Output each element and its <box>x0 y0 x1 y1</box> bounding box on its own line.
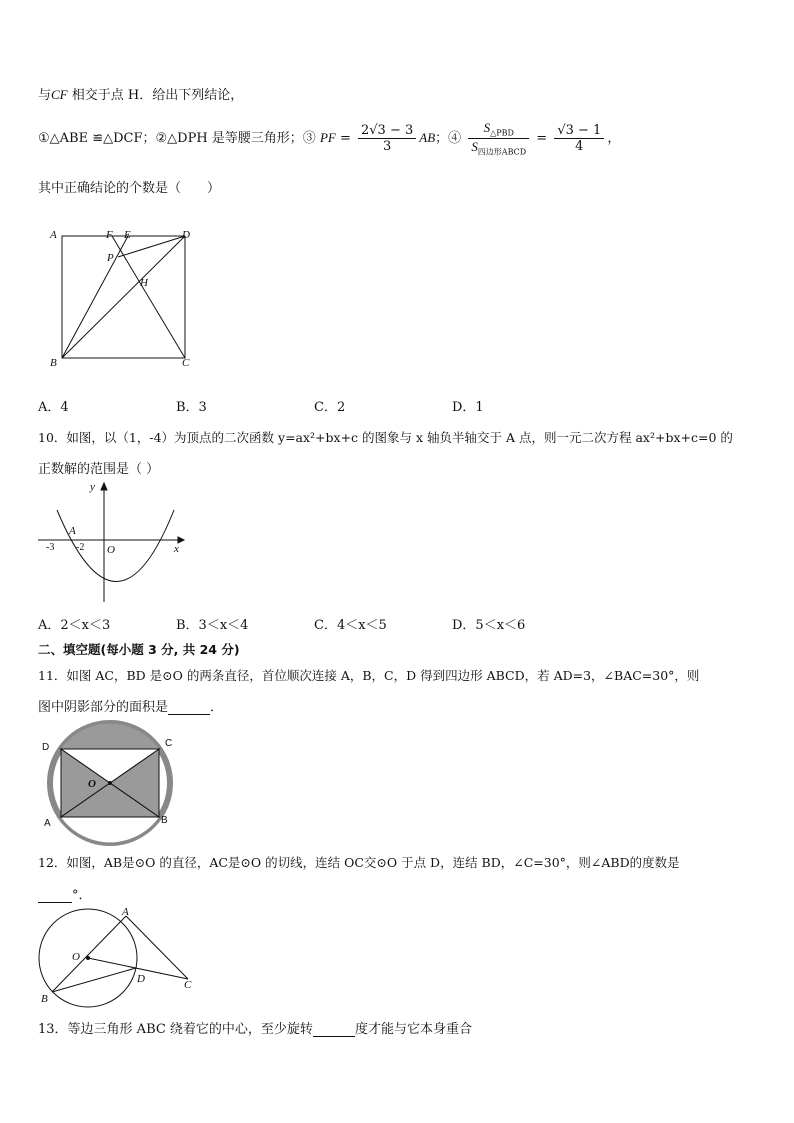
q9-line1-pre: 与 <box>38 88 52 103</box>
q9-c4-prefix: ；④ <box>435 131 462 147</box>
q13-answer-blank[interactable] <box>313 1024 355 1037</box>
q10-parabola-figure <box>38 478 198 608</box>
label-y: y <box>90 481 95 493</box>
q11-line2-end: ． <box>210 700 224 715</box>
label-b: B <box>41 993 48 1005</box>
q9-c3-fraction <box>358 123 416 154</box>
label-a: A <box>50 229 57 241</box>
segment-bd <box>52 968 136 992</box>
q9-conclusions: ①△ABE ≌△DCF；②△DPH 是等腰三角形；③ PF = $\frac{2√3 - 3}{3}$ AB；④ $\frac{S_{\triangle PBD}}{S_{四边形ABCD}}$ = $\frac{√3 - 1}{4}$ ， <box>38 120 621 157</box>
q9-c3-lhs: PF <box>319 130 336 146</box>
tick-label-neg2: -2 <box>76 542 85 553</box>
q9-c3-tail: AB <box>419 130 436 146</box>
label-c: C <box>165 738 173 749</box>
parabola-curve <box>57 510 174 582</box>
label-a: A <box>122 906 129 918</box>
diameter-ab <box>52 916 126 992</box>
q13-line1 <box>38 1018 472 1037</box>
label-x: x <box>174 543 179 555</box>
q13-line1-text: 13．等边三角形 ABC 绕着它的中心，至少旋转 <box>38 1022 313 1037</box>
q11-line2 <box>38 696 223 715</box>
q9-square-figure <box>48 226 198 368</box>
q9-c4-ratio <box>554 123 604 154</box>
q9-c4-den-sub: 四边形ABCD <box>477 147 527 157</box>
q9-c4-fraction <box>468 120 529 157</box>
q9-option-b[interactable]: B．3 <box>176 400 207 415</box>
label-d: D <box>137 973 145 985</box>
label-o: O <box>88 778 96 790</box>
q12-line2 <box>38 884 92 903</box>
y-axis-arrow-icon <box>101 483 107 490</box>
label-b: B <box>50 357 57 369</box>
q9-c4-ratio-num: √3 − 1 <box>554 123 604 139</box>
q9-c4-den: S <box>471 138 478 154</box>
q9-c4-ratio-den: 4 <box>575 139 584 155</box>
label-e: E <box>124 229 131 241</box>
label-h: H <box>140 277 148 289</box>
tick-label-neg3: -3 <box>46 542 55 553</box>
q9-c3-numerator: 2√3 − 3 <box>358 123 416 139</box>
label-a: A <box>44 818 51 829</box>
q10-line1: 10．如图，以（1，-4）为顶点的二次函数 y=ax²+bx+c 的图象与 x 轴负半轴交于 A 点，则一元二次方程 ax²+bx+c=0 的 <box>38 430 733 445</box>
label-c: C <box>184 979 192 991</box>
q9-option-a[interactable]: A．4 <box>38 400 69 415</box>
segment-bottom <box>61 817 159 842</box>
label-f: F <box>106 229 113 241</box>
x-axis-arrow-icon <box>178 537 184 543</box>
q9-c3-denominator: 3 <box>382 139 392 155</box>
label-d: D <box>42 742 50 753</box>
label-origin: O <box>107 544 115 556</box>
q9-conclusion-1-2: ①△ABE ≌△DCF；②△DPH 是等腰三角形；③ <box>38 131 316 147</box>
shaded-segment-top <box>61 724 159 749</box>
segment-be <box>62 236 128 358</box>
label-o: O <box>72 951 80 963</box>
q9-option-c[interactable]: C．2 <box>314 400 346 415</box>
q9-line1 <box>38 84 243 103</box>
label-p: P <box>107 252 114 264</box>
q12-answer-blank[interactable] <box>38 890 72 903</box>
q12-line2-end: °． <box>72 888 92 903</box>
q9-options <box>38 396 590 415</box>
q9-c4-num: S <box>483 120 491 135</box>
q11-circle-figure <box>38 722 188 844</box>
q9-question: 其中正确结论的个数是（ ） <box>38 181 221 196</box>
label-point-a: A <box>69 525 76 537</box>
q11-answer-blank[interactable] <box>168 702 210 715</box>
q10-option-b[interactable]: B．3＜x＜4 <box>176 618 249 633</box>
q11-line2-text: 图中阴影部分的面积是 <box>38 700 169 715</box>
section-heading-fill-blank: 二、填空题(每小题 3 分, 共 24 分) <box>38 642 240 657</box>
q9-option-d[interactable]: D．1 <box>452 400 484 415</box>
label-c: C <box>182 357 190 369</box>
center-dot <box>86 956 90 960</box>
q9-line1-var: CF <box>51 87 68 102</box>
label-d: D <box>182 229 190 241</box>
q11-line1: 11．如图 AC，BD 是⊙O 的两条直径，首位顺次连接 A，B，C，D 得到四边形 ABCD，若 AD=3，∠BAC=30°，则 <box>38 668 700 683</box>
q12-circle-figure <box>38 904 208 1008</box>
q9-c4-num-sub: △PBD <box>490 128 514 138</box>
center-dot <box>108 781 112 785</box>
q10-option-c[interactable]: C．4＜x＜5 <box>314 618 387 633</box>
q13-line1-end: 度才能与它本身重合 <box>354 1022 472 1037</box>
q12-line1: 12．如图，AB是⊙O 的直径，AC是⊙O 的切线，连结 OC交⊙O 于点 D，连结 BD，∠C=30°，则∠ABD的度数是 <box>38 855 680 870</box>
q9-line1-post: 相交于点 H．给出下列结论， <box>67 88 244 103</box>
q10-option-d[interactable]: D．5＜x＜6 <box>452 618 526 633</box>
q10-option-a[interactable]: A．2＜x＜3 <box>38 618 111 633</box>
q10-line2: 正数解的范围是（ ） <box>38 462 160 477</box>
q10-options <box>38 614 590 633</box>
label-b: B <box>161 815 168 826</box>
